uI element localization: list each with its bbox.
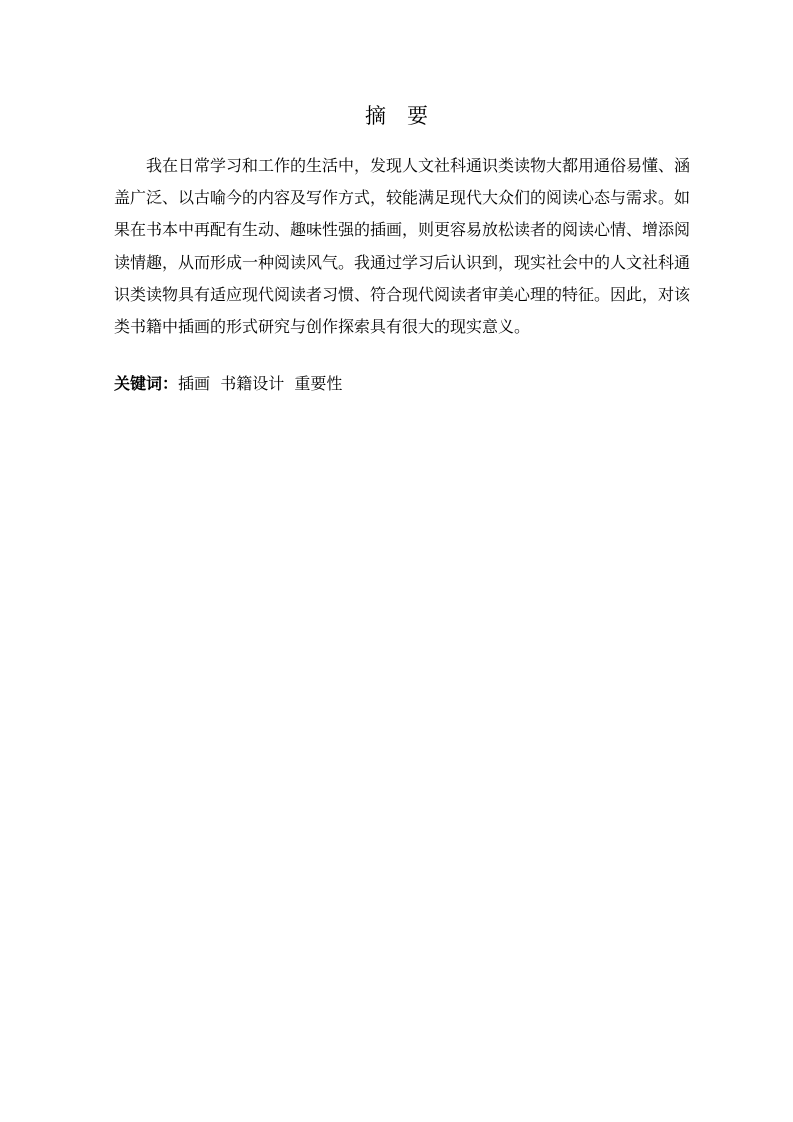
abstract-body: 我在日常学习和工作的生活中，发现人文社科通识类读物大都用通俗易懂、涵盖广泛、以古喻今的内容及写作方式，较能满足现代大众们的阅读心态与需求。如果在书本中再配有生动、趣味性强的插画，则更容易放松读者的阅读心情、增添阅读情趣，从而形成一种阅读风气。我通过学习后认识到，现实社会中的人文社科通识类读物具有适应现代阅读者习惯、符合现代阅读者审美心理的特征。因此，对该类书籍中插画的形式研究与创作探索具有很大的现实意义。: [114, 156, 691, 337]
keywords-value: 插画 书籍设计 重要性: [178, 374, 343, 393]
abstract-title: 摘 要: [365, 104, 428, 128]
keywords-label: 关键词：: [114, 374, 179, 393]
keywords-line: [114, 368, 690, 400]
